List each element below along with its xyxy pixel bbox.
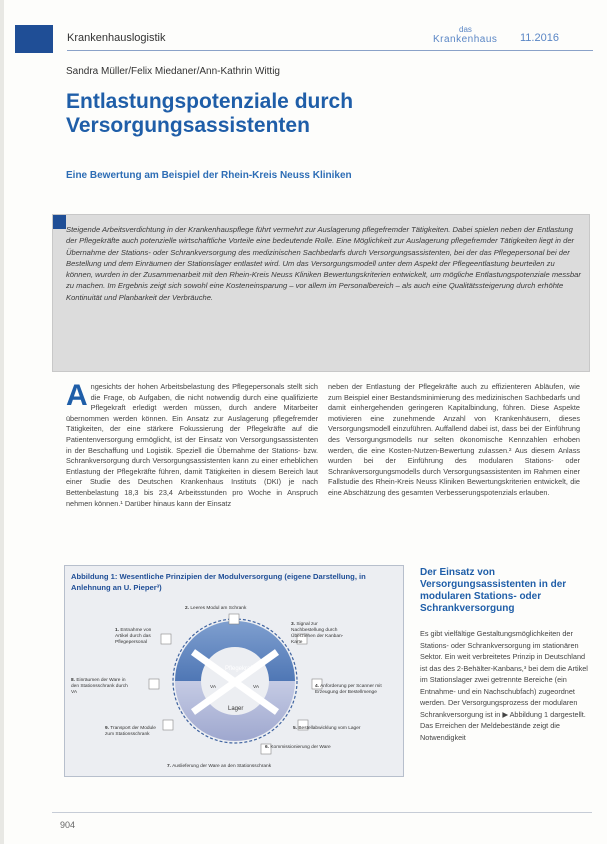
logo-bottom-text: Krankenhaus (433, 34, 498, 45)
article-subtitle: Eine Bewertung am Beispiel der Rhein-Kreis Neuss Kliniken (66, 170, 352, 181)
step-icon-8 (149, 679, 159, 689)
figure-caption: Abbildung 1: Wesentliche Prinzipien der Modulversorgung (eigene Darstellung, in Anlehnung an U. Pieper³) (71, 572, 366, 592)
body-column-left (66, 379, 318, 509)
step-icon-2 (229, 614, 239, 624)
center-label-bottom: Lager (228, 706, 244, 712)
cycle-top-segment (175, 621, 295, 681)
abstract-box (52, 214, 590, 372)
abstract-corner-marker (53, 215, 66, 229)
logo-top-text: das (459, 25, 472, 34)
step-3-label: 3. Signal zur Nachbestellung durch Überziehen der Kanban-Karte (291, 622, 344, 645)
section-text: Es gibt vielfältige Gestaltungsmöglichkeiten der Stations- oder Schrankversorgung im stationären Sektor. Ein weit verbreitetes Prinzip in Deutschland ist das des 2-Behälter-Kanbans,³ bei dem die Artikel im Stationslager zwei getrennte Bereiche (ein Entnahme- und ein Nachschubfach) zugeordnet werden. Der Versorgungsprozess der modularen Schrankversorgung ist in ▶ Abbildung 1 dargestellt. Das Erreichen der Meldebestände zeigt die Notwendigkeit (420, 629, 588, 742)
step-icon-9 (163, 720, 173, 730)
step-9-label: 9. Transport der Module zum Stationsschrank (105, 726, 156, 737)
body-text-left: ngesichts der hohen Arbeitsbelastung des Pflegepersonals stellt sich die Frage, ob Aufgaben, die nicht notwendig durch eine qualifizierte Pflegekraft erledigt werden müssen, durch andere Mitarbeiter übernommen werden können. Ein Ansatz zur Auslagerung pflegefremder Tätigkeiten, der eine stärkere Fokussierung der Pflegekräfte auf die Patientenversorgung ermöglicht, ist der Einsatz von Versorgungsassistenten in der Beschaffung und Logistik. Speziell die Übernahme der Stations- bzw. Schrankversorgung durch Versorgungsassistenten kann zu einer erheblichen Entlastung der Pflegekräfte führen, damit Tätigkeiten in diesem Bereich laut einer Studie des Deutschen Krankenhaus Instituts (DKI) je nach Bettenbelastung 18,3 bis 23,4 Arbeitsstunden pro Woche in Anspruch nehmen können.¹ Darüber hinaus kann der Einsatz (66, 382, 318, 508)
step-6-label: 6. Kommissionierung der Ware (265, 745, 331, 750)
footer-rule (52, 812, 592, 813)
abstract-text: Steigende Arbeitsverdichtung in der Krankenhauspflege führt vermehrt zur Auslagerung pflegefremder Tätigkeiten. Dabei spielen neben der Entlastung der Pflegekräfte auch potenzielle wirtschaftliche Vorteile eine bedeutende Rolle. Eine Möglichkeit zur Auslagerung pflegefremder Tätigkeiten liegt in der Übernahme der Stations- oder Schrankversorgung des medizinischen Sachbedarfs durch Versorgungsassistenten, bei der das Pflegepersonal bei der Bestellung und dem Einräumen der Stationslager entlastet wird. Um das Versorgungsmodell unter dem Aspekt der Pflegeentlastung beurteilen zu können, wurden in der Zusammenarbeit mit den Rhein-Kreis Neuss Kliniken Bewertungskriterien entwickelt, um mögliche Entlastungspotenziale messbar zu machen. Im Ergebnis zeigt sich sowohl eine Kosteneinsparung – vor allem im Personalbereich – als auch eine Qualitätssteigerung durch erhöhte Kontinuität und Planbarkeit der Verbräuche. (66, 225, 581, 302)
step-2-label: 2. Leeres Modul am Schrank (185, 606, 247, 611)
section-title: Krankenhauslogistik (67, 32, 166, 44)
step-8-label: 8. Einräumen der Ware in den Stationsschrank durch VA (71, 678, 128, 695)
step-7-label: 7. Auslieferung der Ware an den Stationsschrank (167, 764, 272, 769)
step-5-label: 5. Bestellabwicklung vom Lager (293, 726, 361, 731)
step-1-label: 1. Entnahme von Artikel durch das Pflegepersonal (115, 628, 152, 645)
figure-1 (64, 565, 404, 777)
section-heading: Der Einsatz von Versorgungsassistenten in der modularen Stations- oder Schrankversorgung (420, 567, 567, 614)
drop-cap: A (66, 379, 88, 412)
issue-date: 11.2016 (520, 32, 559, 44)
section-marker (15, 25, 53, 53)
left-tag: VA (210, 685, 217, 690)
step-4-label: 4. Anforderung per Scanner mit Erzeugung der Bestellmenge (315, 684, 382, 695)
page-header (15, 25, 593, 53)
page-number: 904 (60, 820, 76, 830)
journal-logo (433, 27, 521, 47)
header-rule (67, 50, 593, 51)
authors: Sandra Müller/Felix Miedaner/Ann-Kathrin Wittig (66, 66, 280, 77)
scan-edge (0, 0, 4, 844)
body-column-right (328, 382, 580, 499)
center-label-top: Pflegekraft (225, 666, 254, 672)
right-tag: VA (253, 685, 260, 690)
body-text-right: neben der Entlastung der Pflegekräfte auch zu effizienteren Abläufen, wie zum Beispiel einer Bestandsminimierung des medizinischen Sachbedarfs und damit einhergehenden geringeren Kapitalbindung, führen. Diese Aspekte motivieren eine zunehmende Anzahl von Krankenhäusern, dieses Versorgungsmodell einzuführen. Auffallend dabei ist, dass bei der Einführung des Versorgungsmodells nur selten ökonomische Kennzahlen erhoben werden, die eine Kosten-Nutzen-Bewertung zulassen.² Aus diesem Anlass wurden bei der Einführung des modularen Stations- oder Schrankversorgungsmodells durch Versorgungsassistenten im Rahmen einer Fallstudie des Rhein-Kreis Neuss Kliniken Bewertungskriterien entwickelt, die eine Abschätzung des gesamten Verbesserungspotenzials erlauben. (328, 382, 580, 497)
article-title: Entlastungspotenziale durch Versorgungsassistenten (66, 90, 354, 137)
